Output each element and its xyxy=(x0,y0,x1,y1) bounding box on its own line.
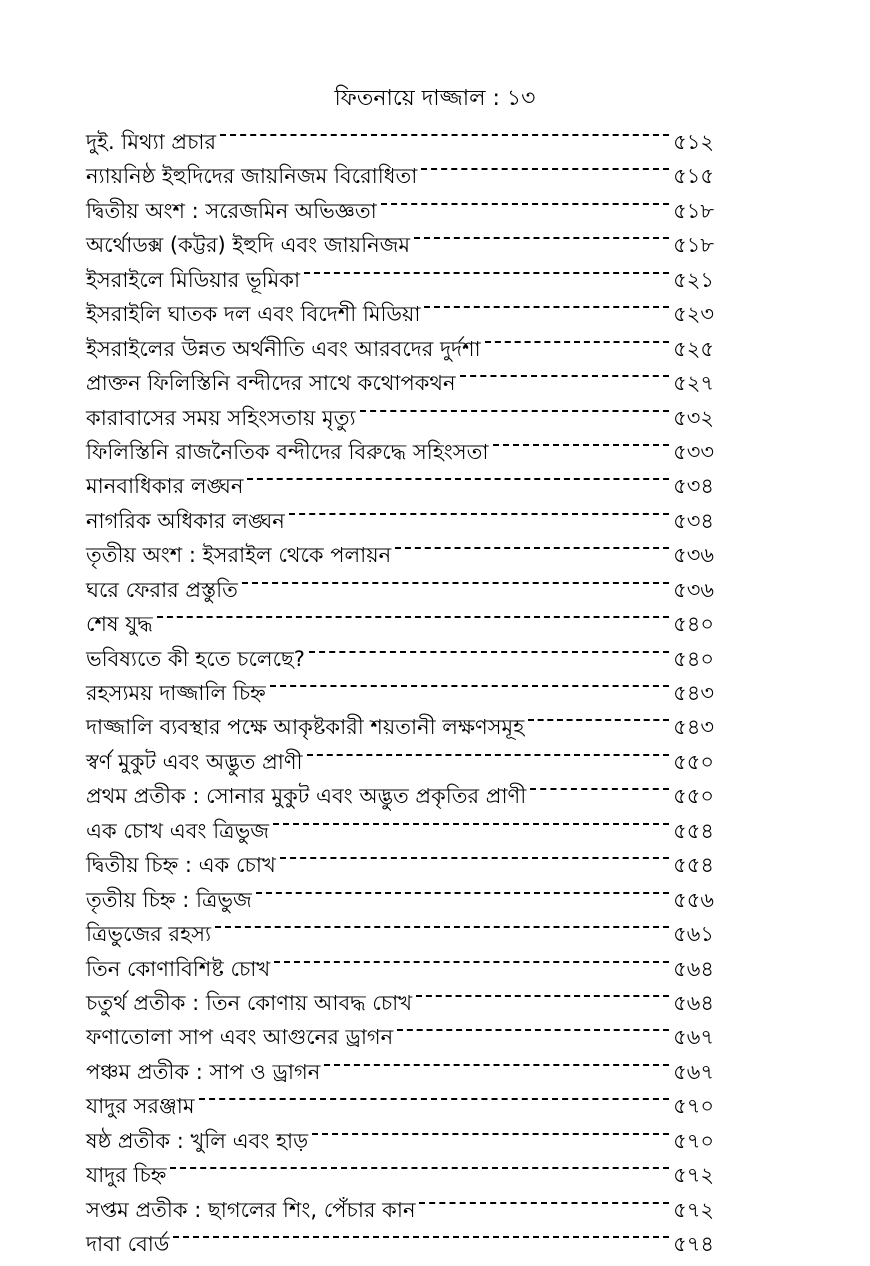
toc-entry-page-number: ৫৩৪ xyxy=(673,508,714,533)
toc-entry-title: নাগরিক অধিকার লঙ্ঘন xyxy=(86,508,285,533)
toc-entry-title: ইসরাইলে মিডিয়ার ভূমিকা xyxy=(86,267,301,292)
toc-entry-title: পঞ্চম প্রতীক : সাপ ও ড্রাগন xyxy=(86,1059,321,1084)
toc-entry-title: ত্রিভুজের রহস্য xyxy=(86,922,212,947)
dot-leader xyxy=(242,563,671,597)
toc-entry-page-number: ৫৭০ xyxy=(673,1128,714,1153)
dot-leader xyxy=(395,528,671,562)
toc-entry-page-number: ৫৩২ xyxy=(673,405,714,430)
dot-leader xyxy=(273,804,671,838)
toc-entry-title: সপ্তম প্রতীক : ছাগলের শিং, পেঁচার কান xyxy=(86,1197,416,1222)
toc-entry-title: দাবা বোর্ড xyxy=(86,1232,170,1256)
toc-entry-page-number: ৫১৮ xyxy=(673,198,714,223)
toc-entry xyxy=(86,1217,714,1256)
dot-leader xyxy=(460,356,672,390)
dot-leader xyxy=(215,907,671,941)
toc-entry xyxy=(86,1183,714,1222)
toc-entry-page-number: ৫১৫ xyxy=(673,164,714,189)
toc-entry-title: কারাবাসের সময় সহিংসতায় মৃত্যু xyxy=(86,405,356,430)
toc-entry-page-number: ৫৪৩ xyxy=(673,715,714,740)
dot-leader xyxy=(274,942,671,976)
toc-entry-title: ফণাতোলা সাপ এবং আগুনের ড্রাগন xyxy=(86,1025,394,1050)
toc-entry-page-number: ৫৪৩ xyxy=(673,681,714,705)
toc-entry-title: যাদুর চিহ্ন xyxy=(86,1163,167,1188)
dot-leader xyxy=(289,494,671,528)
toc-entry-page-number: ৫২১ xyxy=(673,267,714,292)
toc-entry-title: ষষ্ঠ প্রতীক : খুলি এবং হাড় xyxy=(86,1128,309,1153)
dot-leader xyxy=(309,632,671,666)
toc-entry xyxy=(86,597,714,637)
toc-entry-page-number: ৫৩৬ xyxy=(673,543,714,568)
dot-leader xyxy=(173,1217,671,1251)
toc-entry-title: রহস্যময় দাজ্জালি চিহ্ন xyxy=(86,681,266,705)
dot-leader xyxy=(414,218,671,252)
dot-leader xyxy=(528,700,671,734)
dot-leader xyxy=(270,666,671,700)
toc-entry-page-number: ৫৬১ xyxy=(673,922,714,947)
toc-entry-page-number: ৫৫৪ xyxy=(673,853,714,878)
toc-entry-title: তৃতীয় চিহ্ন : ত্রিভুজ xyxy=(86,887,252,912)
dot-leader xyxy=(170,1148,671,1182)
toc-entry-page-number: ৫৪০ xyxy=(673,646,714,671)
dot-leader xyxy=(220,115,671,149)
toc-entry-title: স্বর্ণ মুকুট এবং অদ্ভুত প্রাণী xyxy=(86,749,303,774)
toc-entry-title: প্রথম প্রতীক : সোনার মুকুট এবং অদ্ভুত প্রকৃতির প্রাণী xyxy=(86,784,527,809)
dot-leader xyxy=(381,184,671,218)
toc-entry-title: ইসরাইলের উন্নত অর্থনীতি এবং আরবদের দুর্দশা xyxy=(86,336,481,361)
toc-entry-page-number: ৫৩৩ xyxy=(673,439,714,464)
toc-entry xyxy=(86,632,714,671)
toc-entry-page-number: ৫৬৪ xyxy=(673,956,714,981)
table-of-contents xyxy=(86,115,714,1256)
toc-entry-title: এক চোখ এবং ত্রিভুজ xyxy=(86,818,270,843)
toc-entry-page-number: ৫২৫ xyxy=(673,336,714,361)
toc-entry-title: দ্বিতীয় অংশ : সরেজমিন অভিজ্ঞতা xyxy=(86,198,377,223)
toc-entry-title: ঘরে ফেরার প্রস্তুতি xyxy=(86,577,238,602)
toc-entry-page-number: ৫১২ xyxy=(673,130,714,154)
dot-leader xyxy=(416,976,671,1010)
toc-entry-page-number: ৫৫০ xyxy=(673,784,714,809)
dot-leader xyxy=(421,149,671,183)
toc-entry-title: শেষ যুদ্ধ xyxy=(86,612,153,637)
dot-leader xyxy=(493,425,672,459)
toc-entry xyxy=(86,115,714,154)
toc-entry-page-number: ৫৭২ xyxy=(673,1197,714,1222)
dot-leader xyxy=(419,1183,671,1217)
toc-entry-title: যাদুর সরঞ্জাম xyxy=(86,1094,195,1119)
toc-entry-page-number: ৫৫৪ xyxy=(673,818,714,843)
toc-entry-page-number: ৫৫০ xyxy=(673,749,714,774)
toc-entry-page-number: ৫১৮ xyxy=(673,233,714,258)
dot-leader xyxy=(424,287,671,321)
dot-leader xyxy=(247,459,671,493)
toc-entry-title: দুই. মিথ্যা প্রচার xyxy=(86,130,217,154)
toc-entry-page-number: ৫৬৪ xyxy=(673,990,714,1015)
dot-leader xyxy=(304,253,671,287)
toc-entry-title: ভবিষ্যতে কী হতে চলেছে? xyxy=(86,646,305,671)
toc-entry-page-number: ৫৩৪ xyxy=(673,474,714,499)
toc-entry-title: অর্থোডক্স (কট্টর) ইহুদি এবং জায়নিজম xyxy=(86,233,411,258)
toc-entry-title: ন্যায়নিষ্ঠ ইহুদিদের জায়নিজম বিরোধিতা xyxy=(86,164,418,189)
toc-entry-title: ইসরাইলি ঘাতক দল এবং বিদেশী মিডিয়া xyxy=(86,302,421,327)
toc-entry-title: দাজ্জালি ব্যবস্থার পক্ষে আকৃষ্টকারী শয়তানী লক্ষণসমূহ xyxy=(86,715,525,740)
toc-entry-title: তৃতীয় অংশ : ইসরাইল থেকে পলায়ন xyxy=(86,543,392,568)
dot-leader xyxy=(324,1045,671,1079)
toc-entry-page-number: ৫৬৭ xyxy=(673,1025,714,1050)
toc-entry-page-number: ৫২৩ xyxy=(673,302,714,327)
running-header: ফিতনায়ে দাজ্জাল : ১৩ xyxy=(334,86,536,111)
toc-entry-page-number: ৫৪০ xyxy=(673,612,714,637)
toc-entry-title: ফিলিস্তিনি রাজনৈতিক বন্দীদের বিরুদ্ধে সহিংসতা xyxy=(86,439,489,464)
toc-entry-page-number: ৫৬৭ xyxy=(673,1059,714,1084)
dot-leader xyxy=(530,769,671,803)
dot-leader xyxy=(256,873,671,907)
dot-leader xyxy=(312,1114,671,1148)
toc-entry-page-number: ৫৭৪ xyxy=(673,1232,714,1256)
dot-leader xyxy=(397,1010,671,1044)
dot-leader xyxy=(199,1079,672,1113)
toc-entry-title: প্রাক্তন ফিলিস্তিনি বন্দীদের সাথে কথোপকথন xyxy=(86,371,456,396)
dot-leader xyxy=(360,391,672,425)
dot-leader xyxy=(307,735,672,769)
toc-entry-page-number: ৫৩৬ xyxy=(673,577,714,602)
toc-entry-title: দ্বিতীয় চিহ্ন : এক চোখ xyxy=(86,853,276,878)
dot-leader xyxy=(157,597,671,631)
dot-leader xyxy=(280,838,671,872)
toc-entry-title: তিন কোণাবিশিষ্ট চোখ xyxy=(86,956,271,981)
dot-leader xyxy=(485,322,671,356)
toc-entry-page-number: ৫৭২ xyxy=(673,1163,714,1188)
toc-entry-title: চতুর্থ প্রতীক : তিন কোণায় আবদ্ধ চোখ xyxy=(86,990,413,1015)
toc-entry-page-number: ৫২৭ xyxy=(673,371,714,396)
toc-entry-title: মানবাধিকার লঙ্ঘন xyxy=(86,474,244,499)
toc-entry-page-number: ৫৭০ xyxy=(673,1094,714,1119)
toc-entry xyxy=(86,1148,714,1188)
toc-entry-page-number: ৫৫৬ xyxy=(673,887,714,912)
